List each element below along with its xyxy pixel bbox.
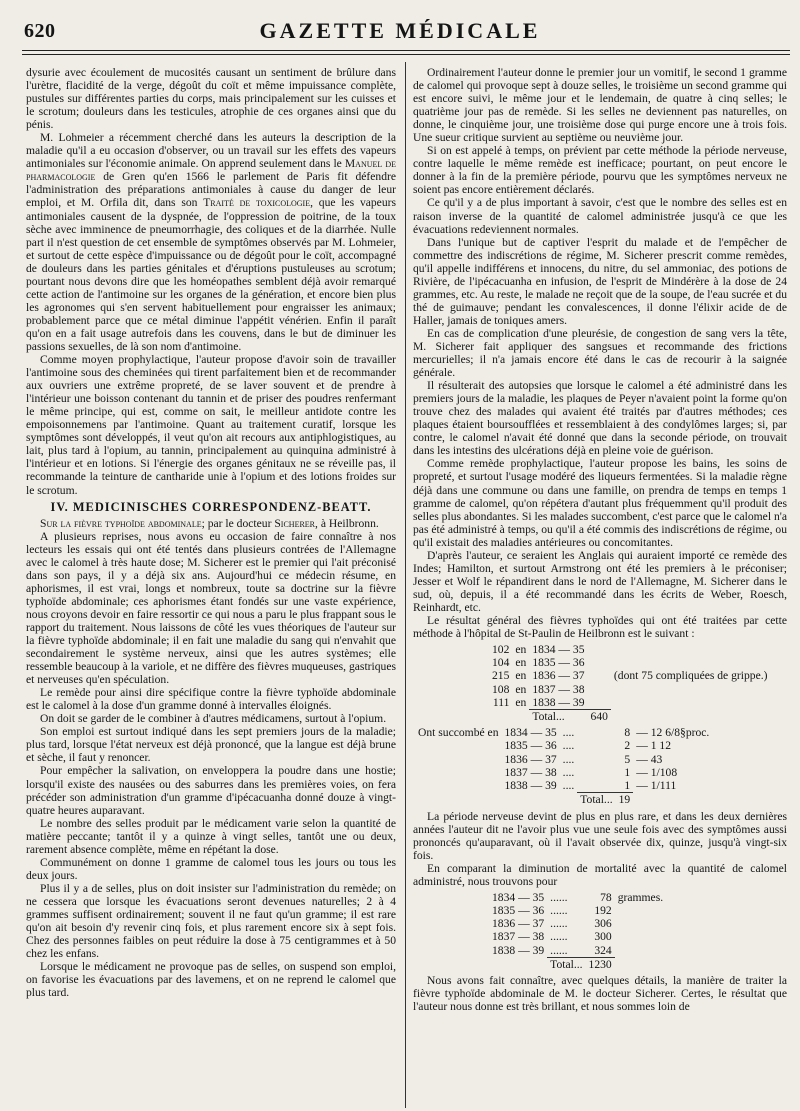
death-count: 1 <box>624 765 631 779</box>
table-row <box>489 669 770 682</box>
table-row <box>415 766 712 779</box>
case-count: 215 <box>492 669 510 683</box>
article-subheading <box>26 517 396 530</box>
total-label: Total... <box>547 957 585 971</box>
paragraph: Ordinairement l'auteur donne le premier jour un vomitif, le second 1 gramme de calomel qui provoque sept à douze selles, le troisième un second gramme qui est encore suivi, le même jour et le lendemain, de quatre à cinq selles; le quatrième jour pas de remède. Si les selles ne deviennent pas naturelles, on donne, le cinquième jour, une troisième dose qui purge encore une à trois fois. Une sueur critique survient au septième ou neuvième jour. <box>413 66 787 145</box>
year-range: 1834 — 35 <box>504 726 557 740</box>
paragraph: Le nombre des selles produit par le médicament varie selon la quantité de matière peccante; tantôt il y a quinze à vingt selles, tantôt une ou deux, rarement absence complète, même en répétant la dose. <box>26 816 396 856</box>
case-count: 111 <box>492 696 510 710</box>
book-title-manuel: Manuel de pharmacologie <box>26 157 396 184</box>
table-row <box>489 904 666 917</box>
leader-dots: .... <box>562 726 575 740</box>
cases-total-row <box>489 710 770 724</box>
total-value: 19 <box>616 793 634 807</box>
unit <box>615 944 666 958</box>
paragraph: Si on est appelé à temps, on prévient par cette méthode la période nerveuse, contre laquelle le même remède est inefficace; pourtant, on peut encore le donner à la fin de la première période, pourvu que les symptômes nerveux ne soient pas encore entièrement déclarés. <box>413 144 787 197</box>
row-note <box>611 643 771 656</box>
leader-dots: .... <box>562 739 575 753</box>
spacer <box>588 696 611 710</box>
death-proportion: — 1/108 <box>636 765 678 779</box>
row-label: Ont succombé en <box>418 726 499 740</box>
paragraph: dysurie avec écoulement de mucosités causant un sentiment de brûlure dans l'urètre, flacidité de la verge, dégoût du coït et même impuissance complète, pustules sur différentes parties du corps, mais principalement sur les cuisses et le scrotum; douleurs dans les testicules, atrophie de ces organes ainsi que du pénis. <box>26 66 396 132</box>
death-count: 1 <box>624 779 631 793</box>
paragraph: Lorsque le médicament ne provoque pas de selles, on suspend son emploi, on favorise les évacuations par des lavemens, et on ne reprend le calomel que plus tard. <box>26 960 396 1000</box>
spacer <box>577 779 615 793</box>
spacer <box>588 669 611 682</box>
year-range: 1838 — 39 <box>492 943 545 957</box>
death-count: 2 <box>624 739 631 753</box>
table-row <box>489 696 770 710</box>
paragraph: Son emploi est surtout indiqué dans les sept premiers jours de la maladie; plus tard, lorsque l'état nerveux est déjà prononcé, que la langue est déjà brune et sèche, il faut y renoncer. <box>26 725 396 765</box>
paragraph: Le résultat général des fièvres typhoïdes qui ont été traitées par cette méthode à l'hôpital de St-Paulin de Heilbronn est le suivant : <box>413 613 787 641</box>
total-label: Total... <box>529 710 587 724</box>
table-row <box>489 643 770 656</box>
paragraph: Ce qu'il y a de plus important à savoir, c'est que le nombre des selles est en raison inverse de la quantité de calomel administrée jusqu'à ce que les évacuations redeviennent normales. <box>413 196 787 236</box>
spacer <box>577 726 615 739</box>
year-range: 1836 — 37 <box>504 752 557 766</box>
year-range: 1837 — 38 <box>492 930 545 944</box>
death-proportion: — 12 6/8§proc. <box>636 726 710 740</box>
paragraph: La période nerveuse devint de plus en plus rare, et dans les deux dernières années l'auteur dit ne l'avoir plus vue une seule fois avec des symptômes aussi prononcés qu'auparavant, où il l'avait observée dix, quinze, jusqu'à vingt-six fois. <box>413 809 787 862</box>
table-row <box>489 944 666 958</box>
death-count: 8 <box>624 726 631 740</box>
table-row <box>489 930 666 943</box>
author-name: Sicherer <box>274 516 316 530</box>
paragraph: Nous avons fait connaître, avec quelques détails, la manière de traiter la fièvre typhoïde abdominale de M. le docteur Sicherer. Certes, le résultat que l'auteur nous donne est très brillant, et nous sommes loin de <box>413 974 787 1014</box>
paragraph: En comparant la diminution de mortalité avec la quantité de calomel administré, nous trouvons pour <box>413 861 787 888</box>
calomel-table <box>489 891 666 971</box>
leader-dots: .... <box>562 752 575 766</box>
total-label: Total... <box>577 793 615 807</box>
unit <box>615 917 666 930</box>
spacer <box>588 643 611 656</box>
text-run: ; par le docteur <box>201 516 275 530</box>
leader-dots: ...... <box>550 917 568 931</box>
year-range: 1837 — 38 <box>504 765 557 779</box>
text-run: en <box>515 696 527 710</box>
calomel-grams: 78 <box>600 890 612 904</box>
right-column <box>413 66 787 1108</box>
total-value: 640 <box>588 710 611 724</box>
text-run: en <box>515 669 527 683</box>
table-row <box>489 917 666 930</box>
paragraph: D'après l'auteur, ce seraient les Anglais qui auraient importé ce remède des Indes; Hamilton, et surtout Armstrong ont été les premiers à le préconiser; Jesser et Wolf le répandirent dans le nord de l'Allemagne, M. Sicherer dans le sud, où, depuis, il a été recommandé dans les écrits de Weber, Roesch, Reinhardt, etc. <box>413 548 787 614</box>
unit <box>615 904 666 917</box>
year-range: 1834 — 35 <box>492 890 545 904</box>
paragraph: A plusieurs reprises, nous avons eu occasion de faire connaître à nos lecteurs les essais qui ont été tentés dans plusieurs contrées de l'Allemagne avec le calomel à très haute dose; M. Sicherer est le premier qui l'ait préconisé dans son pays, il y a déjà six ans. Aujourd'hui ce médecin résume, en aphorismes, il est vrai, longs et nombreux, toute sa doctrine sur la fièvre typhoïde abdominale; ces aphorismes étant fondés sur une vaste expérience, nous croyons devoir en faire ressortir ce qui nous a paru le plus frappant sous le rapport du traitement. Nous laissons de côté les vues théoriques de l'auteur sur la fièvre typhoïde abdominale; il en fait une maladie du sang qui n'envahit que secondairement le système nerveux, ainsi que les autres systèmes; elle ressemble beaucoup à la variole, et ne diffère des fièvres muqueuses, gastriques et nerveuses qu'en spéculation. <box>26 529 396 687</box>
year-range: 1838 — 39 <box>504 779 557 793</box>
text-run: en <box>515 656 527 670</box>
paragraph: On doit se garder de le combiner à d'autres médicamens, surtout à l'opium. <box>40 712 387 726</box>
cases-table <box>489 643 770 723</box>
page-number: 620 <box>24 20 56 42</box>
text-run: en <box>515 682 527 696</box>
year-range: 1837 — 38 <box>532 682 585 696</box>
row-label <box>415 779 502 793</box>
leader-dots: ...... <box>550 903 568 917</box>
row-note <box>611 656 771 669</box>
article-title: Sur la fièvre typhoïde abdominale <box>40 516 202 530</box>
leader-dots: .... <box>562 765 575 779</box>
death-proportion: — 1 12 <box>636 739 671 753</box>
table-row <box>415 779 712 793</box>
column-divider <box>405 62 406 1108</box>
header-rule-thin <box>22 54 790 55</box>
year-range: 1834 — 35 <box>532 643 585 657</box>
table-row <box>415 739 712 752</box>
text-run: , à Heilbronn. <box>315 516 379 530</box>
calomel-grams: 192 <box>594 903 612 917</box>
paragraph: Dans l'unique but de captiver l'esprit du malade et de l'empêcher de commettre des indiscrétions de régime, M. Sicherer prescrit comme remèdes, qu'il appelle indifférens et innocens, du nitre, du sel ammoniac, des potions de Rivière, de l'ipécacuanha en infusion, de l'esprit de Mindérère à la dose de 24 grammes, etc. Au reste, le malade ne reçoit que de la soupe, de l'eau sucrée et du thé de guimauve; pendant les convalescences, il donne l'élixir acide de de Haller, jamais de toniques amers. <box>413 235 787 327</box>
left-column <box>26 66 396 1108</box>
row-note: (dont 75 compliquées de grippe.) <box>613 669 768 683</box>
total-value: 1230 <box>586 957 615 971</box>
table-row <box>489 891 666 904</box>
leader-dots: ...... <box>550 943 568 957</box>
year-range: 1836 — 37 <box>492 917 545 931</box>
paragraph: En cas de complication d'une pleurésie, de congestion de sang vers la tête, M. Sicherer fait appliquer des sangsues et recommande des frictions mercurielles; il n'a jamais encore été dans le cas de recourir à la saignée générale. <box>413 326 787 380</box>
text-run: de Gren qu'en 1566 le parlement de Paris fit défendre l'administration des préparations antimoniales à cause du danger de leur emploi, et M. Orfila dit, dans son <box>26 170 396 210</box>
table-row <box>489 683 770 696</box>
table-row <box>415 753 712 766</box>
year-range: 1835 — 36 <box>492 903 545 917</box>
deaths-total-row <box>415 793 712 807</box>
deaths-table <box>415 726 712 806</box>
table-row <box>489 656 770 669</box>
paragraph: Communément on donne 1 gramme de calomel tous les jours ou tous les deux jours. <box>26 855 396 882</box>
leader-dots: .... <box>562 779 575 793</box>
year-range: 1835 — 36 <box>504 739 557 753</box>
death-count: 5 <box>624 752 631 766</box>
section-heading: IV. MEDICINISCHES CORRESPONDENZ-BEATT. <box>50 499 372 514</box>
paragraph: Pour empêcher la salivation, on enveloppera la poudre dans une hostie; lorsqu'il existe des nausées ou des saburres dans les premières voies, on fera précéder son administration d'un gramme d'ipécacuanha donné douze à vingt-quatre heures auparavant. <box>26 764 396 817</box>
paragraph: Comme remède prophylactique, l'auteur propose les bains, les soins de propreté, et surtout l'usage modéré des liqueurs fermentées. Si la maladie règne déjà dans une commune ou dans une famille, on prendra de temps en temps 1 gramme de calomel, qu'on répétera d'autant plus fréquemment qu'il produit des selles plus abondantes. Si les malades succombent, c'est parce que le calomel n'a pas été administré à temps, ou qu'il a été commis des indiscrétions de régime, ou qu'il existait des maladies antérieures ou concomitantes. <box>413 457 787 549</box>
row-note <box>611 683 771 696</box>
spacer <box>577 753 615 766</box>
paragraph: Comme moyen prophylactique, l'auteur propose d'avoir soin de travailler l'antimoine sous des cheminées qui tirent parfaitement bien et de recommander aux ouvriers une extrême propreté, de se laver souvent et de prendre à l'intérieur une boisson contenant du tannin et de priser des poudres renfermant le même principe, qui est, comme on sait, le meilleur antidote contre les empoisonnemens par l'antimoine. Quant au traitement curatif, lorsque les symptômes sont développés, il veut qu'on ait recours aux antiphlogistiques, au lait, plus tard à l'opium, au tannin, principalement au quinquina administré à l'intérieur et en lotions. Si l'énergie des organes génitaux ne se réveille pas, il recommande la teinture de cantharide unie à l'opium et des lotions froides sur le scrotum. <box>26 353 396 497</box>
calomel-total-row <box>489 957 666 971</box>
book-title-traite: Traité de toxicologie <box>203 196 311 210</box>
calomel-grams: 306 <box>594 917 612 931</box>
text-run: M. Lohmeier a récemment cherché dans les auteurs la description de la maladie qu'il a eu occasion d'observer, ou un travail sur les effets des vapeurs antimoniales sur l'économie animale. On apprend seulement dans le <box>26 131 396 171</box>
text-run: , que les vapeurs antimoniales causent de la dyspnée, de l'oppression de poitrine, de la toux sèche avec imminence de pneumorrhagie, des coliques et de la diarrhée. Nulle part il n'est question de cet ensemble de symptômes observés par M. Lohmeier, et surtout de cette espèce d'impuissance ou de dégoût pour le coït, accompagné de douleurs dans les parties génitales et d'éruptions pustuleuses au scrotum; pourtant nous devons dire que les homéopathes semblent déjà avoir remarqué cette action de l'antimoine sur les organes de la génération, et encore bien plus les agronomes qui s'en servent habituellement pour engraisser les animaux; probablement parce que ce métal diminue l'appétit vénérien. Enfin il paraît qu'on en a fait usage autrefois dans les couvens, dans le but de diminuer les passions sexuelles, de là son nom d'antimoine. <box>26 196 396 353</box>
death-proportion: — 1/111 <box>636 779 677 793</box>
row-label <box>415 753 502 766</box>
year-range: 1835 — 36 <box>532 656 585 670</box>
leader-dots: ...... <box>550 930 568 944</box>
unit: grammes. <box>617 890 664 904</box>
header-rule <box>22 50 790 51</box>
calomel-grams: 300 <box>594 930 612 944</box>
calomel-grams: 324 <box>594 943 612 957</box>
paragraph: Le remède pour ainsi dire spécifique contre la fièvre typhoïde abdominale est le calomel à la dose d'un gramme donné à intervalles éloignés. <box>26 686 396 713</box>
spacer <box>577 766 615 779</box>
case-count: 108 <box>492 682 510 696</box>
paragraph: Il résulterait des autopsies que lorsque le calomel a été administré dans les premiers jours de la maladie, les plaques de Peyer n'avaient point la forme qu'on trouve chez des malades qui avaient été traités par d'autres méthodes; ces plaques étaient boursoufflées et ressemblaient à des condylômes larges; si, par contre, le calomel n'avait été donné que dans la seconde période, on trouvait dans les intestins des ulcérations déjà en pleine voie de guérison. <box>413 379 787 458</box>
case-count: 104 <box>492 656 510 670</box>
spacer <box>588 683 611 696</box>
unit <box>615 930 666 943</box>
year-range: 1836 — 37 <box>532 669 585 683</box>
death-proportion: — 43 <box>636 752 663 766</box>
leader-dots: ...... <box>550 890 568 904</box>
paragraph <box>26 131 396 353</box>
table-row <box>415 726 712 739</box>
paragraph: Plus il y a de selles, plus on doit insister sur l'administration du remède; on ne cessera que lorsque les évacuations seront devenues naturelles; 2 à 4 grammes suffisent ordinairement; souvent il ne faut qu'un gramme; il est rare qu'on ait besoin d'y revenir cinq fois, et plus rarement encore six à sept fois. Chez des personnes faibles on peut réduire la dose à 75 centigrammes et à 50 chez les enfans. <box>26 881 396 961</box>
spacer <box>588 656 611 669</box>
row-label <box>415 766 502 779</box>
case-count: 102 <box>492 643 510 657</box>
row-note <box>611 696 771 710</box>
row-label <box>415 739 502 752</box>
year-range: 1838 — 39 <box>532 695 585 709</box>
spacer <box>577 739 615 752</box>
masthead-title: GAZETTE MÉDICALE <box>259 18 541 43</box>
text-run: en <box>515 643 527 657</box>
